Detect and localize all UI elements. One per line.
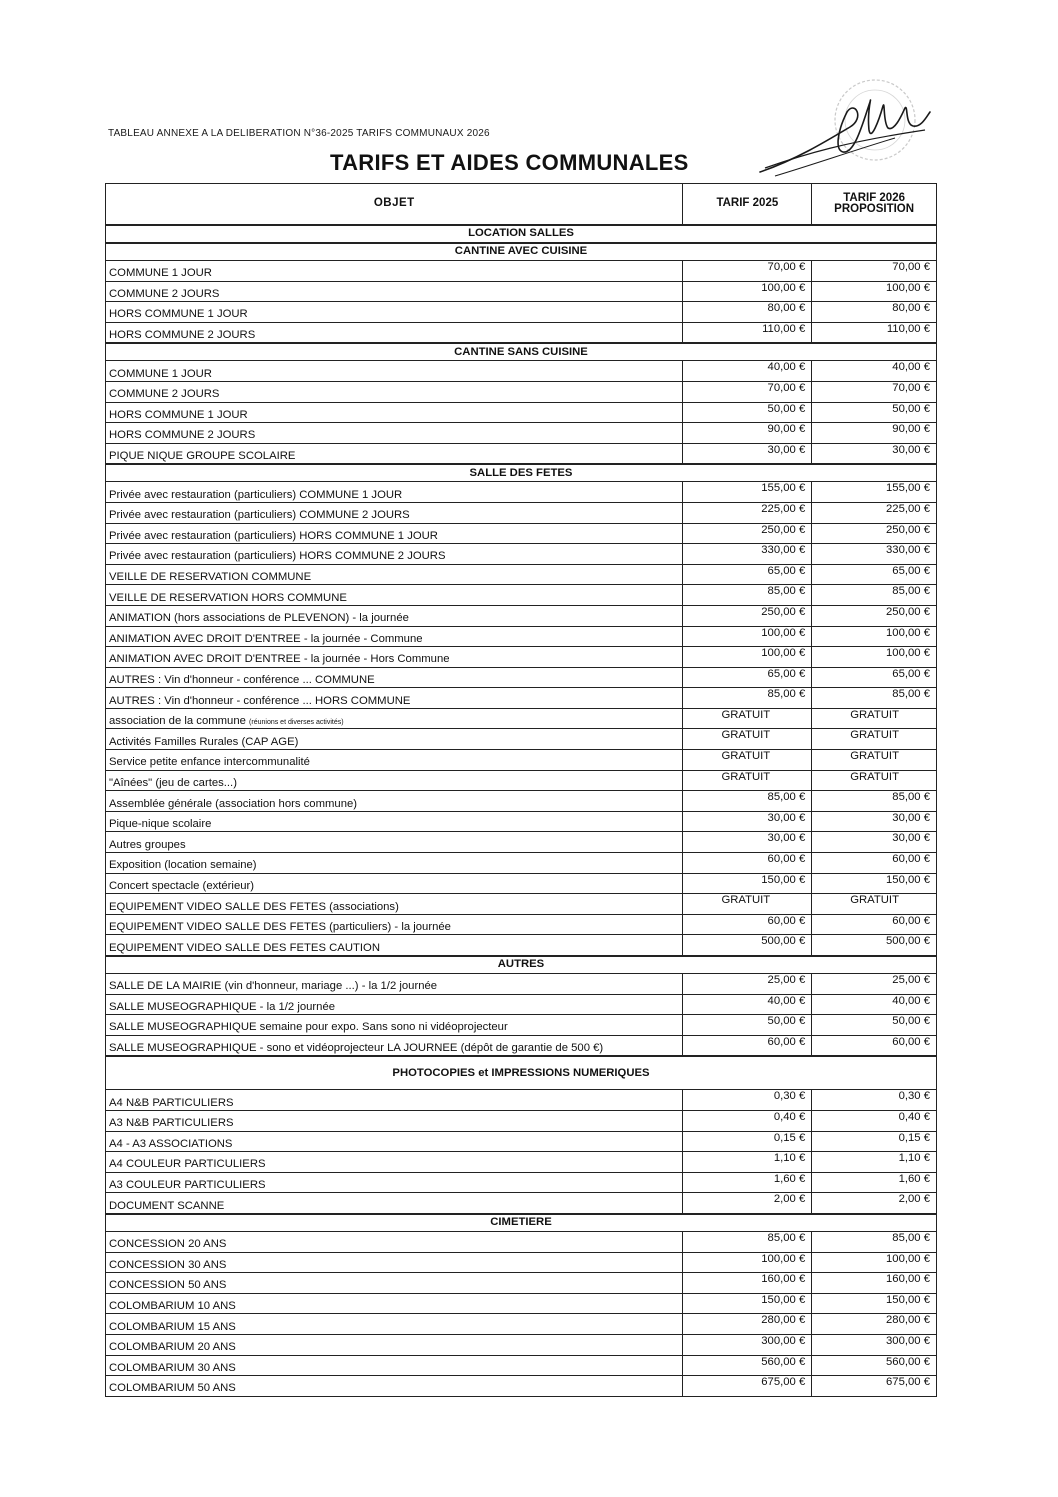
objet-text: HORS COMMUNE 1 JOUR bbox=[109, 408, 248, 421]
cell-objet bbox=[106, 322, 683, 343]
cell-objet bbox=[106, 482, 683, 503]
table-row bbox=[106, 626, 937, 647]
table-row bbox=[106, 564, 937, 585]
cell-objet bbox=[106, 626, 683, 647]
cell-objet bbox=[106, 974, 683, 995]
table-row bbox=[106, 1376, 937, 1397]
cell-tarif-2025: 1,10 € bbox=[683, 1152, 812, 1173]
cell-tarif-2026: 675,00 € bbox=[812, 1376, 937, 1397]
cell-tarif-2026: 30,00 € bbox=[812, 832, 937, 853]
table-row bbox=[106, 811, 937, 832]
cell-tarif-2026: 85,00 € bbox=[812, 585, 937, 606]
objet-text: HORS COMMUNE 2 JOURS bbox=[109, 429, 256, 442]
col-header-tarif-2026 bbox=[812, 184, 937, 226]
cell-tarif-2026: 225,00 € bbox=[812, 502, 937, 523]
col-header-tarif-2026-line1: TARIF 2026 bbox=[843, 191, 905, 204]
cell-tarif-2025: 300,00 € bbox=[683, 1334, 812, 1355]
cell-tarif-2025: 90,00 € bbox=[683, 423, 812, 444]
cell-tarif-2026: 100,00 € bbox=[812, 647, 937, 668]
cell-tarif-2026: 150,00 € bbox=[812, 873, 937, 894]
objet-text: CONCESSION 30 ANS bbox=[109, 1258, 227, 1271]
cell-tarif-2026: 160,00 € bbox=[812, 1273, 937, 1294]
cell-tarif-2026: 1,10 € bbox=[812, 1152, 937, 1173]
cell-objet bbox=[106, 1273, 683, 1294]
page-title: TARIFS ET AIDES COMMUNALES bbox=[330, 150, 689, 175]
cell-objet bbox=[106, 544, 683, 565]
cell-tarif-2025: 155,00 € bbox=[683, 482, 812, 503]
cell-objet bbox=[106, 994, 683, 1015]
cell-tarif-2026: 100,00 € bbox=[812, 626, 937, 647]
cell-tarif-2025: 40,00 € bbox=[683, 994, 812, 1015]
cell-objet bbox=[106, 1152, 683, 1173]
objet-text: AUTRES : Vin d'honneur - conférence ... COMMUNE bbox=[109, 673, 375, 686]
table-row bbox=[106, 894, 937, 915]
cell-tarif-2025: 30,00 € bbox=[683, 832, 812, 853]
cell-tarif-2025: 85,00 € bbox=[683, 688, 812, 709]
objet-text: A4 N&B PARTICULIERS bbox=[109, 1096, 234, 1109]
objet-text: Privée avec restauration (particuliers) HORS COMMUNE 2 JOURS bbox=[109, 550, 446, 563]
cell-tarif-2026: 330,00 € bbox=[812, 544, 937, 565]
cell-tarif-2026: 65,00 € bbox=[812, 667, 937, 688]
cell-objet bbox=[106, 729, 683, 750]
table-row bbox=[106, 1355, 937, 1376]
cell-tarif-2025: 0,40 € bbox=[683, 1110, 812, 1131]
col-header-objet: OBJET bbox=[106, 184, 683, 226]
cell-tarif-2026: 85,00 € bbox=[812, 688, 937, 709]
cell-tarif-2026: 560,00 € bbox=[812, 1355, 937, 1376]
cell-tarif-2026: 60,00 € bbox=[812, 914, 937, 935]
table-row bbox=[106, 873, 937, 894]
objet-text: SALLE MUSEOGRAPHIQUE - la 1/2 journée bbox=[109, 1000, 336, 1013]
cell-objet bbox=[106, 1376, 683, 1397]
cell-tarif-2026: 250,00 € bbox=[812, 523, 937, 544]
objet-text: Concert spectacle (extérieur) bbox=[109, 879, 255, 892]
objet-text: HORS COMMUNE 1 JOUR bbox=[109, 308, 248, 321]
cell-objet bbox=[106, 1193, 683, 1214]
cell-objet bbox=[106, 261, 683, 282]
cell-tarif-2025: 0,15 € bbox=[683, 1131, 812, 1152]
cell-tarif-2026: 500,00 € bbox=[812, 935, 937, 956]
cell-objet bbox=[106, 853, 683, 874]
section-row bbox=[106, 343, 937, 361]
section-row bbox=[106, 1214, 937, 1232]
objet-text: Privée avec restauration (particuliers) COMMUNE 2 JOURS bbox=[109, 509, 410, 522]
cell-tarif-2025: 85,00 € bbox=[683, 791, 812, 812]
cell-objet bbox=[106, 281, 683, 302]
cell-tarif-2025: 2,00 € bbox=[683, 1193, 812, 1214]
table-row bbox=[106, 361, 937, 382]
objet-text: Privée avec restauration (particuliers) HORS COMMUNE 1 JOUR bbox=[109, 529, 438, 542]
table-row bbox=[106, 302, 937, 323]
cell-tarif-2026: 0,30 € bbox=[812, 1090, 937, 1111]
cell-tarif-2026: GRATUIT bbox=[812, 750, 937, 771]
objet-text: CONCESSION 50 ANS bbox=[109, 1279, 227, 1292]
objet-text: A4 - A3 ASSOCIATIONS bbox=[109, 1137, 233, 1150]
cell-tarif-2025: 1,60 € bbox=[683, 1172, 812, 1193]
col-header-tarif-2026-line2: PROPOSITION bbox=[834, 203, 915, 215]
cell-tarif-2026: 100,00 € bbox=[812, 281, 937, 302]
tariffs-table bbox=[105, 183, 937, 1397]
table-row bbox=[106, 914, 937, 935]
table-row bbox=[106, 1252, 937, 1273]
objet-text: COMMUNE 1 JOUR bbox=[109, 267, 212, 280]
table-row bbox=[106, 1152, 937, 1173]
objet-text: COMMUNE 2 JOURS bbox=[109, 287, 220, 300]
objet-text: CONCESSION 20 ANS bbox=[109, 1238, 227, 1251]
table-row bbox=[106, 770, 937, 791]
objet-note: (réunions et diverses activités) bbox=[249, 719, 344, 727]
section-title: CANTINE AVEC CUISINE bbox=[106, 243, 937, 261]
objet-text: COLOMBARIUM 20 ANS bbox=[109, 1341, 236, 1354]
table-row bbox=[106, 281, 937, 302]
section-row bbox=[106, 464, 937, 482]
objet-text: A3 COULEUR PARTICULIERS bbox=[109, 1179, 266, 1192]
cell-tarif-2025: 0,30 € bbox=[683, 1090, 812, 1111]
cell-tarif-2026: 100,00 € bbox=[812, 1252, 937, 1273]
objet-text: Activités Familles Rurales (CAP AGE) bbox=[109, 735, 299, 748]
cell-objet bbox=[106, 1110, 683, 1131]
cell-tarif-2025: 85,00 € bbox=[683, 1231, 812, 1252]
objet-text: SALLE DE LA MAIRIE (vin d'honneur, mariage ...) - la 1/2 journée bbox=[109, 980, 438, 993]
table-row bbox=[106, 402, 937, 423]
table-row bbox=[106, 832, 937, 853]
cell-tarif-2025: 160,00 € bbox=[683, 1273, 812, 1294]
cell-tarif-2026: 0,40 € bbox=[812, 1110, 937, 1131]
table-header-row bbox=[106, 184, 937, 226]
cell-tarif-2025: GRATUIT bbox=[683, 729, 812, 750]
objet-text: Autres groupes bbox=[109, 838, 186, 851]
table-row bbox=[106, 381, 937, 402]
objet-text: Exposition (location semaine) bbox=[109, 859, 257, 872]
objet-text: COMMUNE 2 JOURS bbox=[109, 388, 220, 401]
cell-tarif-2025: 150,00 € bbox=[683, 873, 812, 894]
cell-objet bbox=[106, 1172, 683, 1193]
table-row bbox=[106, 853, 937, 874]
section-row bbox=[106, 1056, 937, 1090]
cell-objet bbox=[106, 1314, 683, 1335]
objet-text: SALLE MUSEOGRAPHIQUE - sono et vidéoprojecteur LA JOURNEE (dépôt de garantie de 500 €) bbox=[109, 1042, 604, 1055]
objet-text: COMMUNE 1 JOUR bbox=[109, 367, 212, 380]
section-row bbox=[106, 243, 937, 261]
table-row bbox=[106, 647, 937, 668]
cell-tarif-2026: 250,00 € bbox=[812, 605, 937, 626]
table-row bbox=[106, 974, 937, 995]
table-row bbox=[106, 729, 937, 750]
table-row bbox=[106, 1334, 937, 1355]
cell-objet bbox=[106, 914, 683, 935]
objet-text: Assemblée générale (association hors commune) bbox=[109, 797, 358, 810]
cell-objet bbox=[106, 770, 683, 791]
cell-tarif-2025: 280,00 € bbox=[683, 1314, 812, 1335]
cell-objet bbox=[106, 811, 683, 832]
cell-tarif-2025: 100,00 € bbox=[683, 1252, 812, 1273]
cell-objet bbox=[106, 1231, 683, 1252]
table-row bbox=[106, 1273, 937, 1294]
cell-tarif-2026: 85,00 € bbox=[812, 791, 937, 812]
cell-tarif-2026: 25,00 € bbox=[812, 974, 937, 995]
cell-tarif-2025: 100,00 € bbox=[683, 647, 812, 668]
objet-text: VEILLE DE RESERVATION COMMUNE bbox=[109, 571, 312, 584]
cell-tarif-2025: 70,00 € bbox=[683, 261, 812, 282]
cell-tarif-2025: 80,00 € bbox=[683, 302, 812, 323]
section-title: PHOTOCOPIES et IMPRESSIONS NUMERIQUES bbox=[106, 1056, 937, 1090]
cell-tarif-2025: 60,00 € bbox=[683, 853, 812, 874]
cell-objet bbox=[106, 935, 683, 956]
cell-tarif-2025: 675,00 € bbox=[683, 1376, 812, 1397]
cell-tarif-2025: 30,00 € bbox=[683, 811, 812, 832]
objet-text: AUTRES : Vin d'honneur - conférence ... HORS COMMUNE bbox=[109, 694, 411, 707]
cell-tarif-2025: 225,00 € bbox=[683, 502, 812, 523]
cell-tarif-2025: 25,00 € bbox=[683, 974, 812, 995]
table-row bbox=[106, 750, 937, 771]
cell-objet bbox=[106, 443, 683, 464]
cell-tarif-2026: 60,00 € bbox=[812, 853, 937, 874]
section-title: LOCATION SALLES bbox=[106, 225, 937, 243]
cell-tarif-2026: 70,00 € bbox=[812, 261, 937, 282]
table-row bbox=[106, 523, 937, 544]
objet-text: Privée avec restauration (particuliers) COMMUNE 1 JOUR bbox=[109, 488, 403, 501]
cell-objet bbox=[106, 832, 683, 853]
cell-tarif-2025: 100,00 € bbox=[683, 281, 812, 302]
cell-tarif-2025: GRATUIT bbox=[683, 708, 812, 729]
objet-text: EQUIPEMENT VIDEO SALLE DES FETES (associations) bbox=[109, 900, 399, 913]
objet-text: A3 N&B PARTICULIERS bbox=[109, 1117, 234, 1130]
objet-text: EQUIPEMENT VIDEO SALLE DES FETES CAUTION bbox=[109, 941, 380, 954]
cell-tarif-2025: 40,00 € bbox=[683, 361, 812, 382]
table-row bbox=[106, 423, 937, 444]
cell-tarif-2026: 2,00 € bbox=[812, 1193, 937, 1214]
cell-tarif-2025: 65,00 € bbox=[683, 564, 812, 585]
table-row bbox=[106, 1110, 937, 1131]
cell-tarif-2025: 70,00 € bbox=[683, 381, 812, 402]
cell-tarif-2026: GRATUIT bbox=[812, 894, 937, 915]
table-row bbox=[106, 1090, 937, 1111]
table-row bbox=[106, 502, 937, 523]
table-row bbox=[106, 667, 937, 688]
table-row bbox=[106, 1193, 937, 1214]
cell-objet bbox=[106, 1131, 683, 1152]
objet-text: association de la commune bbox=[109, 715, 246, 728]
section-row bbox=[106, 225, 937, 243]
objet-text: "Aînées" (jeu de cartes...) bbox=[109, 776, 237, 789]
cell-tarif-2026: 280,00 € bbox=[812, 1314, 937, 1335]
section-title: CIMETIERE bbox=[106, 1214, 937, 1232]
objet-text: DOCUMENT SCANNE bbox=[109, 1199, 225, 1212]
cell-tarif-2025: 85,00 € bbox=[683, 585, 812, 606]
cell-tarif-2025: 65,00 € bbox=[683, 667, 812, 688]
annex-title: TABLEAU ANNEXE A LA DELIBERATION N°36-2025 TARIFS COMMUNAUX 2026 bbox=[108, 128, 490, 139]
table-row bbox=[106, 261, 937, 282]
cell-tarif-2025: 250,00 € bbox=[683, 605, 812, 626]
cell-objet bbox=[106, 708, 683, 729]
cell-tarif-2026: 60,00 € bbox=[812, 1035, 937, 1056]
section-row bbox=[106, 956, 937, 974]
cell-objet bbox=[106, 750, 683, 771]
cell-tarif-2025: GRATUIT bbox=[683, 750, 812, 771]
cell-tarif-2026: 40,00 € bbox=[812, 361, 937, 382]
table-row bbox=[106, 443, 937, 464]
table-row bbox=[106, 791, 937, 812]
table-row bbox=[106, 688, 937, 709]
cell-tarif-2026: 65,00 € bbox=[812, 564, 937, 585]
cell-tarif-2026: GRATUIT bbox=[812, 770, 937, 791]
cell-tarif-2025: 250,00 € bbox=[683, 523, 812, 544]
cell-tarif-2025: 50,00 € bbox=[683, 1015, 812, 1036]
cell-tarif-2026: 80,00 € bbox=[812, 302, 937, 323]
table-row bbox=[106, 1231, 937, 1252]
cell-objet bbox=[106, 791, 683, 812]
cell-tarif-2026: GRATUIT bbox=[812, 729, 937, 750]
cell-tarif-2025: 560,00 € bbox=[683, 1355, 812, 1376]
cell-tarif-2026: 30,00 € bbox=[812, 811, 937, 832]
table-row bbox=[106, 1015, 937, 1036]
cell-objet bbox=[106, 688, 683, 709]
cell-tarif-2026: 300,00 € bbox=[812, 1334, 937, 1355]
objet-text: COLOMBARIUM 50 ANS bbox=[109, 1382, 236, 1395]
objet-text: PIQUE NIQUE GROUPE SCOLAIRE bbox=[109, 450, 296, 463]
cell-tarif-2025: 110,00 € bbox=[683, 322, 812, 343]
section-title: CANTINE SANS CUISINE bbox=[106, 343, 937, 361]
table-row bbox=[106, 482, 937, 503]
cell-tarif-2025: GRATUIT bbox=[683, 894, 812, 915]
objet-text: COLOMBARIUM 10 ANS bbox=[109, 1300, 236, 1313]
cell-objet bbox=[106, 894, 683, 915]
cell-tarif-2026: 90,00 € bbox=[812, 423, 937, 444]
cell-objet bbox=[106, 585, 683, 606]
cell-tarif-2026: 110,00 € bbox=[812, 322, 937, 343]
cell-tarif-2025: 100,00 € bbox=[683, 626, 812, 647]
cell-objet bbox=[106, 1355, 683, 1376]
cell-tarif-2026: 50,00 € bbox=[812, 1015, 937, 1036]
cell-objet bbox=[106, 381, 683, 402]
cell-objet bbox=[106, 361, 683, 382]
cell-tarif-2025: 60,00 € bbox=[683, 914, 812, 935]
cell-tarif-2026: 150,00 € bbox=[812, 1293, 937, 1314]
objet-text: EQUIPEMENT VIDEO SALLE DES FETES (particuliers) - la journée bbox=[109, 921, 451, 934]
cell-objet bbox=[106, 523, 683, 544]
cell-tarif-2026: 70,00 € bbox=[812, 381, 937, 402]
table-row bbox=[106, 605, 937, 626]
cell-tarif-2026: 50,00 € bbox=[812, 402, 937, 423]
cell-objet bbox=[106, 647, 683, 668]
objet-text: SALLE MUSEOGRAPHIQUE semaine pour expo. Sans sono ni vidéoprojecteur bbox=[109, 1021, 508, 1034]
cell-tarif-2025: GRATUIT bbox=[683, 770, 812, 791]
section-title: AUTRES bbox=[106, 956, 937, 974]
table-row bbox=[106, 1314, 937, 1335]
objet-text: HORS COMMUNE 2 JOURS bbox=[109, 329, 256, 342]
table-row bbox=[106, 1293, 937, 1314]
table-row bbox=[106, 544, 937, 565]
objet-text: Service petite enfance intercommunalité bbox=[109, 756, 310, 769]
objet-text: VEILLE DE RESERVATION HORS COMMUNE bbox=[109, 591, 347, 604]
section-title: SALLE DES FETES bbox=[106, 464, 937, 482]
cell-objet bbox=[106, 1090, 683, 1111]
cell-objet bbox=[106, 1252, 683, 1273]
objet-text: ANIMATION (hors associations de PLEVENON) - la journée bbox=[109, 612, 409, 625]
cell-tarif-2026: 85,00 € bbox=[812, 1231, 937, 1252]
cell-objet bbox=[106, 605, 683, 626]
cell-tarif-2026: 1,60 € bbox=[812, 1172, 937, 1193]
col-header-tarif-2025: TARIF 2025 bbox=[683, 184, 812, 226]
objet-text: ANIMATION AVEC DROIT D'ENTREE - la journée - Commune bbox=[109, 632, 423, 645]
table-row bbox=[106, 585, 937, 606]
table-row bbox=[106, 935, 937, 956]
objet-text: Pique-nique scolaire bbox=[109, 818, 212, 831]
cell-tarif-2026: 155,00 € bbox=[812, 482, 937, 503]
table-row bbox=[106, 1131, 937, 1152]
table-row bbox=[106, 322, 937, 343]
cell-objet bbox=[106, 423, 683, 444]
cell-tarif-2026: 40,00 € bbox=[812, 994, 937, 1015]
cell-objet bbox=[106, 1035, 683, 1056]
cell-objet bbox=[106, 1293, 683, 1314]
table-row bbox=[106, 1035, 937, 1056]
objet-text: A4 COULEUR PARTICULIERS bbox=[109, 1158, 266, 1171]
table-row bbox=[106, 708, 937, 729]
cell-tarif-2026: GRATUIT bbox=[812, 708, 937, 729]
cell-objet bbox=[106, 1334, 683, 1355]
objet-text: ANIMATION AVEC DROIT D'ENTREE - la journée - Hors Commune bbox=[109, 653, 450, 666]
cell-tarif-2026: 30,00 € bbox=[812, 443, 937, 464]
cell-objet bbox=[106, 667, 683, 688]
table-row bbox=[106, 1172, 937, 1193]
cell-tarif-2025: 60,00 € bbox=[683, 1035, 812, 1056]
signature-stamp bbox=[755, 72, 940, 182]
objet-text: COLOMBARIUM 30 ANS bbox=[109, 1361, 236, 1374]
cell-tarif-2025: 330,00 € bbox=[683, 544, 812, 565]
cell-objet bbox=[106, 564, 683, 585]
cell-objet bbox=[106, 402, 683, 423]
cell-tarif-2025: 500,00 € bbox=[683, 935, 812, 956]
cell-tarif-2026: 0,15 € bbox=[812, 1131, 937, 1152]
cell-objet bbox=[106, 502, 683, 523]
cell-tarif-2025: 150,00 € bbox=[683, 1293, 812, 1314]
cell-objet bbox=[106, 873, 683, 894]
cell-objet bbox=[106, 1015, 683, 1036]
table-row bbox=[106, 994, 937, 1015]
cell-tarif-2025: 30,00 € bbox=[683, 443, 812, 464]
objet-text: COLOMBARIUM 15 ANS bbox=[109, 1320, 236, 1333]
cell-objet bbox=[106, 302, 683, 323]
cell-tarif-2025: 50,00 € bbox=[683, 402, 812, 423]
